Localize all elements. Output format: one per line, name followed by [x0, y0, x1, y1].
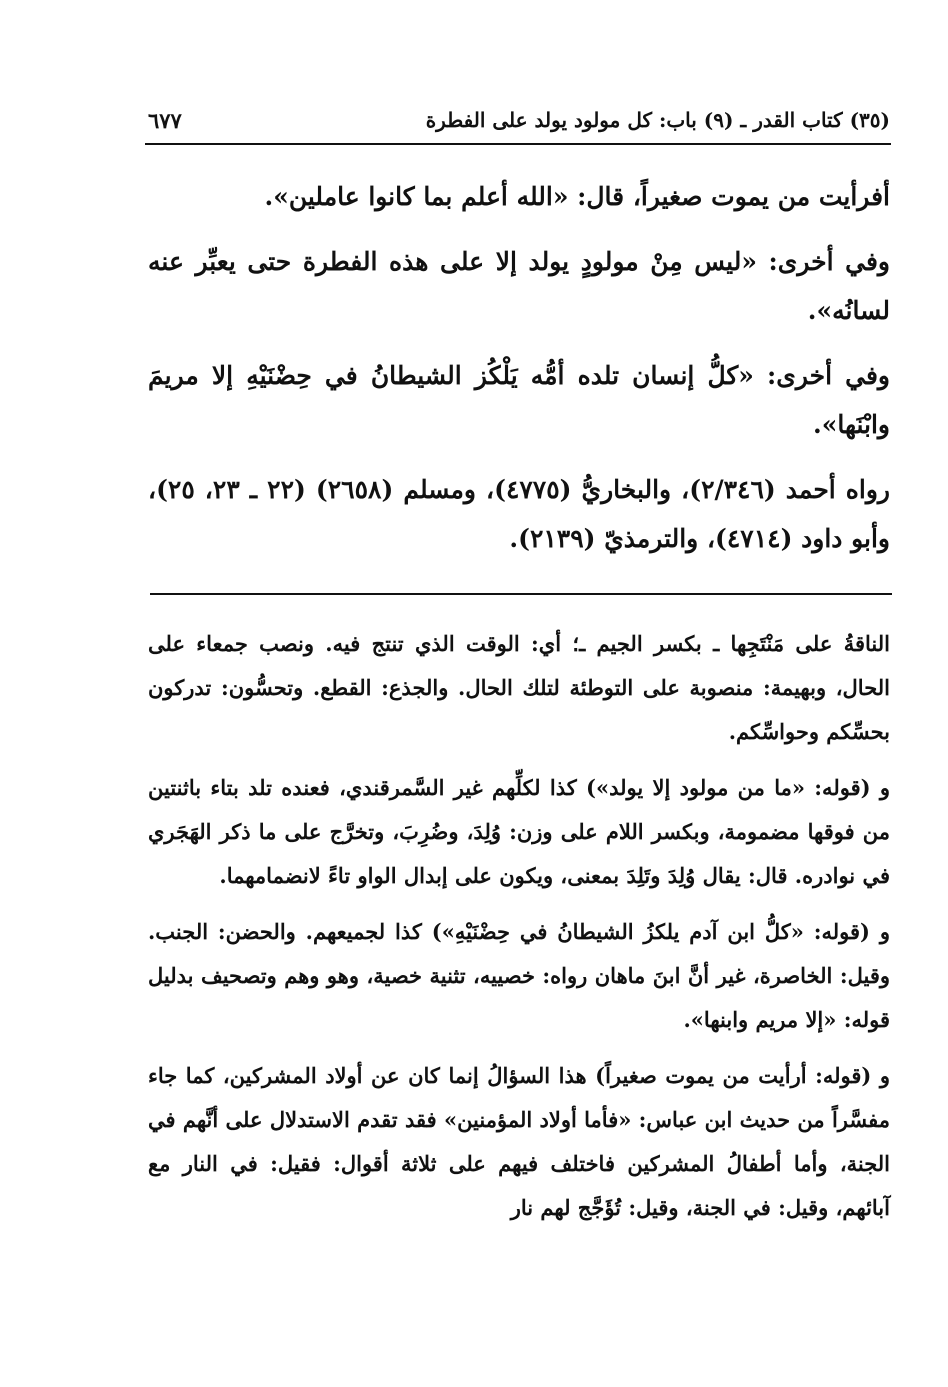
commentary-paragraph: الناقةُ على مَنْتَجِها ـ بكسر الجيم ـ؛ أي: الوقت الذي تنتج فيه. ونصب جمعاء على الحال، وبهيمة: منصوبة على التوطئة لتلك الحال. والجذع: القطع. وتحسُّون: تدركون بحسِّكم وحواسِّكم.	[148, 631, 890, 744]
commentary-paragraph: و (قوله: «كلُّ ابن آدم يلكزُ الشيطانُ في حِضْنَيْهِ») كذا لجميعهم. والحضن: الجنب. وقيل: الخاصرة، غير أنَّ ابنَ ماهان رواه: خصييه، تثنية خصية، وهو وهم وتصحيف بدليل قوله: «إلا مريم وابنها».	[148, 919, 890, 1032]
commentary-paragraph: و (قوله: «ما من مولود إلا يولد») كذا لكلِّهم غير السَّمرقندي، فعنده تلد بتاء باثنتين من فوقها مضمومة، وبكسر اللام على وزن: وُلِدَ، وضُرِبَ، وتخرَّج على ما ذكر الهَجَري في نوادره. قال: يقال وُلِدَ وتَلِدَ بمعنى، ويكون على إبدال الواو تاءً لانضمامهما.	[148, 775, 890, 888]
page-header	[148, 104, 890, 144]
commentary-paragraph: و (قوله: أرأيت من يموت صغيراً) هذا السؤالُ إنما كان عن أولاد المشركين، كما جاء مفسَّراً من حديث ابن عباس: «فأما أولاد المؤمنين» فقد تقدم الاستدلال على أنَّهم في الجنة، وأما أطفالُ المشركين فاختلف فيهم على ثلاثة أقوال: فقيل: في النار مع آبائهم، وقيل: في الجنة، وقيل: تُؤَجَّج لهم نار	[148, 1063, 890, 1220]
main-text	[148, 172, 890, 579]
commentary-text	[148, 622, 890, 1242]
main-paragraph: رواه أحمد (٢/٣٤٦)، والبخاريُّ (٤٧٧٥)، ومسلم (٢٦٥٨) (٢٢ ـ ٢٣، ٢٥)، وأبو داود (٤٧١٤)، والترمذيّ (٢١٣٩).	[148, 475, 890, 553]
main-paragraph: أفرأيت من يموت صغيراً، قال: «الله أعلم بما كانوا عاملين».	[264, 182, 890, 211]
header-divider	[145, 143, 891, 145]
main-paragraph: وفي أخرى: «ليس مِنْ مولودٍ يولد إلا على هذه الفطرة حتى يعبِّر عنه لسانُه».	[148, 247, 890, 325]
footnote-divider	[150, 593, 892, 595]
page-number: ٦٧٧	[148, 108, 182, 133]
running-title: (٣٥) كتاب القدر ـ (٩) باب: كل مولود يولد على الفطرة	[425, 108, 890, 132]
main-paragraph: وفي أخرى: «كلُّ إنسان تلده أمُّه يَلْكُز الشيطانُ في حِضْنَيْهِ إلا مريمَ وابْنَها».	[148, 361, 890, 439]
